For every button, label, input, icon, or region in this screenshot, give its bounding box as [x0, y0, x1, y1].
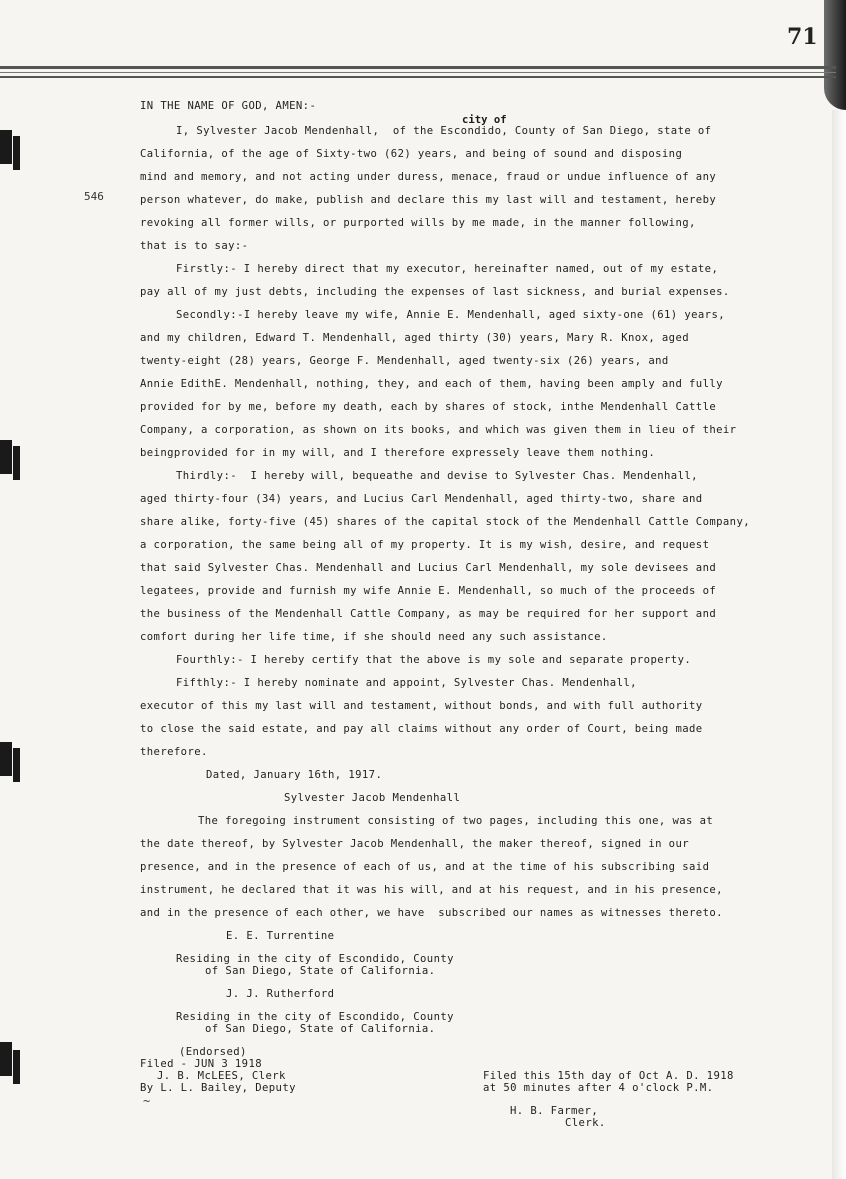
testator-signature: Sylvester Jacob Mendenhall: [284, 792, 461, 804]
margin-number: 546: [84, 190, 104, 203]
witness-name: E. E. Turrentine: [226, 930, 335, 942]
endorsement-line: (Endorsed): [179, 1046, 247, 1058]
edge-mark: [0, 130, 12, 164]
will-line: aged thirty-four (34) years, and Lucius Carl Mendenhall, aged thirty-two, share and: [140, 493, 703, 505]
will-line: pay all of my just debts, including the expenses of last sickness, and burial expenses.: [140, 286, 730, 298]
insertion-text: city of: [462, 114, 507, 126]
filing-clerk-title: Clerk.: [565, 1117, 606, 1129]
will-line: Fourthly:- I hereby certify that the above is my sole and separate property.: [176, 654, 692, 666]
will-line: legatees, provide and furnish my wife Annie E. Mendenhall, so much of the proceeds of: [140, 585, 717, 597]
attestation-line: and in the presence of each other, we have subscribed our names as witnesses thereto.: [140, 907, 723, 919]
attestation-line: The foregoing instrument consisting of two pages, including this one, was at: [198, 815, 714, 827]
will-line: a corporation, the same being all of my property. It is my wish, desire, and request: [140, 539, 710, 551]
will-line: share alike, forty-five (45) shares of the capital stock of the Mendenhall Cattle Company,: [140, 516, 751, 528]
tick-mark: ~: [143, 1094, 151, 1108]
endorsement-line: J. B. McLEES, Clerk: [157, 1070, 286, 1082]
edge-mark: [13, 136, 20, 170]
will-line: that said Sylvester Chas. Mendenhall and Lucius Carl Mendenhall, my sole devisees and: [140, 562, 717, 574]
scan-corner-shadow: [824, 0, 846, 110]
attestation-line: presence, and in the presence of each of us, and at the time of his subscribing said: [140, 861, 710, 873]
filing-clerk-name: H. B. Farmer,: [510, 1105, 599, 1117]
witness-name: J. J. Rutherford: [226, 988, 335, 1000]
endorsement-line: By L. L. Bailey, Deputy: [140, 1082, 296, 1094]
witness-residence: Residing in the city of Escondido, County: [176, 953, 454, 965]
will-line: provided for by me, before my death, each by shares of stock, inthe Mendenhall Cattle: [140, 401, 717, 413]
witness-residence: of San Diego, State of California.: [205, 965, 436, 977]
endorsement-line: Filed - JUN 3 1918: [140, 1058, 263, 1070]
will-line: comfort during her life time, if she should need any such assistance.: [140, 631, 608, 643]
header-rule-middle: [0, 72, 836, 73]
will-line: Fifthly:- I hereby nominate and appoint, Sylvester Chas. Mendenhall,: [176, 677, 637, 689]
will-line: the business of the Mendenhall Cattle Company, as may be required for her support and: [140, 608, 717, 620]
will-line: beingprovided for in my will, and I therefore expressely leave them nothing.: [140, 447, 656, 459]
attestation-line: instrument, he declared that it was his will, and at his request, and in his presence,: [140, 884, 723, 896]
will-line: that is to say:-: [140, 240, 249, 252]
witness-residence: of San Diego, State of California.: [205, 1023, 436, 1035]
date-line: Dated, January 16th, 1917.: [206, 769, 383, 781]
filing-line: at 50 minutes after 4 o'clock P.M.: [483, 1082, 714, 1094]
edge-mark: [13, 748, 20, 782]
witness-residence: Residing in the city of Escondido, County: [176, 1011, 454, 1023]
scan-right-edge: [832, 110, 846, 1179]
will-line: Thirdly:- I hereby will, bequeathe and devise to Sylvester Chas. Mendenhall,: [176, 470, 698, 482]
will-line: executor of this my last will and testament, without bonds, and with full authority: [140, 700, 703, 712]
will-line: mind and memory, and not acting under duress, menace, fraud or undue influence of any: [140, 171, 717, 183]
header-rule-top: [0, 66, 836, 69]
edge-mark: [0, 742, 12, 776]
will-line: I, Sylvester Jacob Mendenhall, of the Escondido, County of San Diego, state of: [176, 125, 712, 137]
will-line: to close the said estate, and pay all claims without any order of Court, being made: [140, 723, 703, 735]
page-number: 71: [787, 24, 818, 50]
heading: IN THE NAME OF GOD, AMEN:-: [140, 100, 317, 112]
edge-mark: [13, 1050, 20, 1084]
will-line: therefore.: [140, 746, 208, 758]
edge-mark: [0, 1042, 12, 1076]
will-line: person whatever, do make, publish and declare this my last will and testament, hereby: [140, 194, 717, 206]
will-line: and my children, Edward T. Mendenhall, aged thirty (30) years, Mary R. Knox, aged: [140, 332, 690, 344]
edge-mark: [13, 446, 20, 480]
filing-line: Filed this 15th day of Oct A. D. 1918: [483, 1070, 734, 1082]
will-line: Secondly:-I hereby leave my wife, Annie E. Mendenhall, aged sixty-one (61) years,: [176, 309, 726, 321]
will-line: twenty-eight (28) years, George F. Mendenhall, aged twenty-six (26) years, and: [140, 355, 669, 367]
edge-mark: [0, 440, 12, 474]
attestation-line: the date thereof, by Sylvester Jacob Mendenhall, the maker thereof, signed in our: [140, 838, 690, 850]
will-line: California, of the age of Sixty-two (62) years, and being of sound and disposing: [140, 148, 683, 160]
header-rule-bottom: [0, 76, 836, 78]
will-line: Firstly:- I hereby direct that my executor, hereinafter named, out of my estate,: [176, 263, 719, 275]
will-line: Company, a corporation, as shown on its books, and which was given them in lieu of their: [140, 424, 737, 436]
will-line: revoking all former wills, or purported wills by me made, in the manner following,: [140, 217, 696, 229]
will-line: Annie EdithE. Mendenhall, nothing, they, and each of them, having been amply and fully: [140, 378, 723, 390]
